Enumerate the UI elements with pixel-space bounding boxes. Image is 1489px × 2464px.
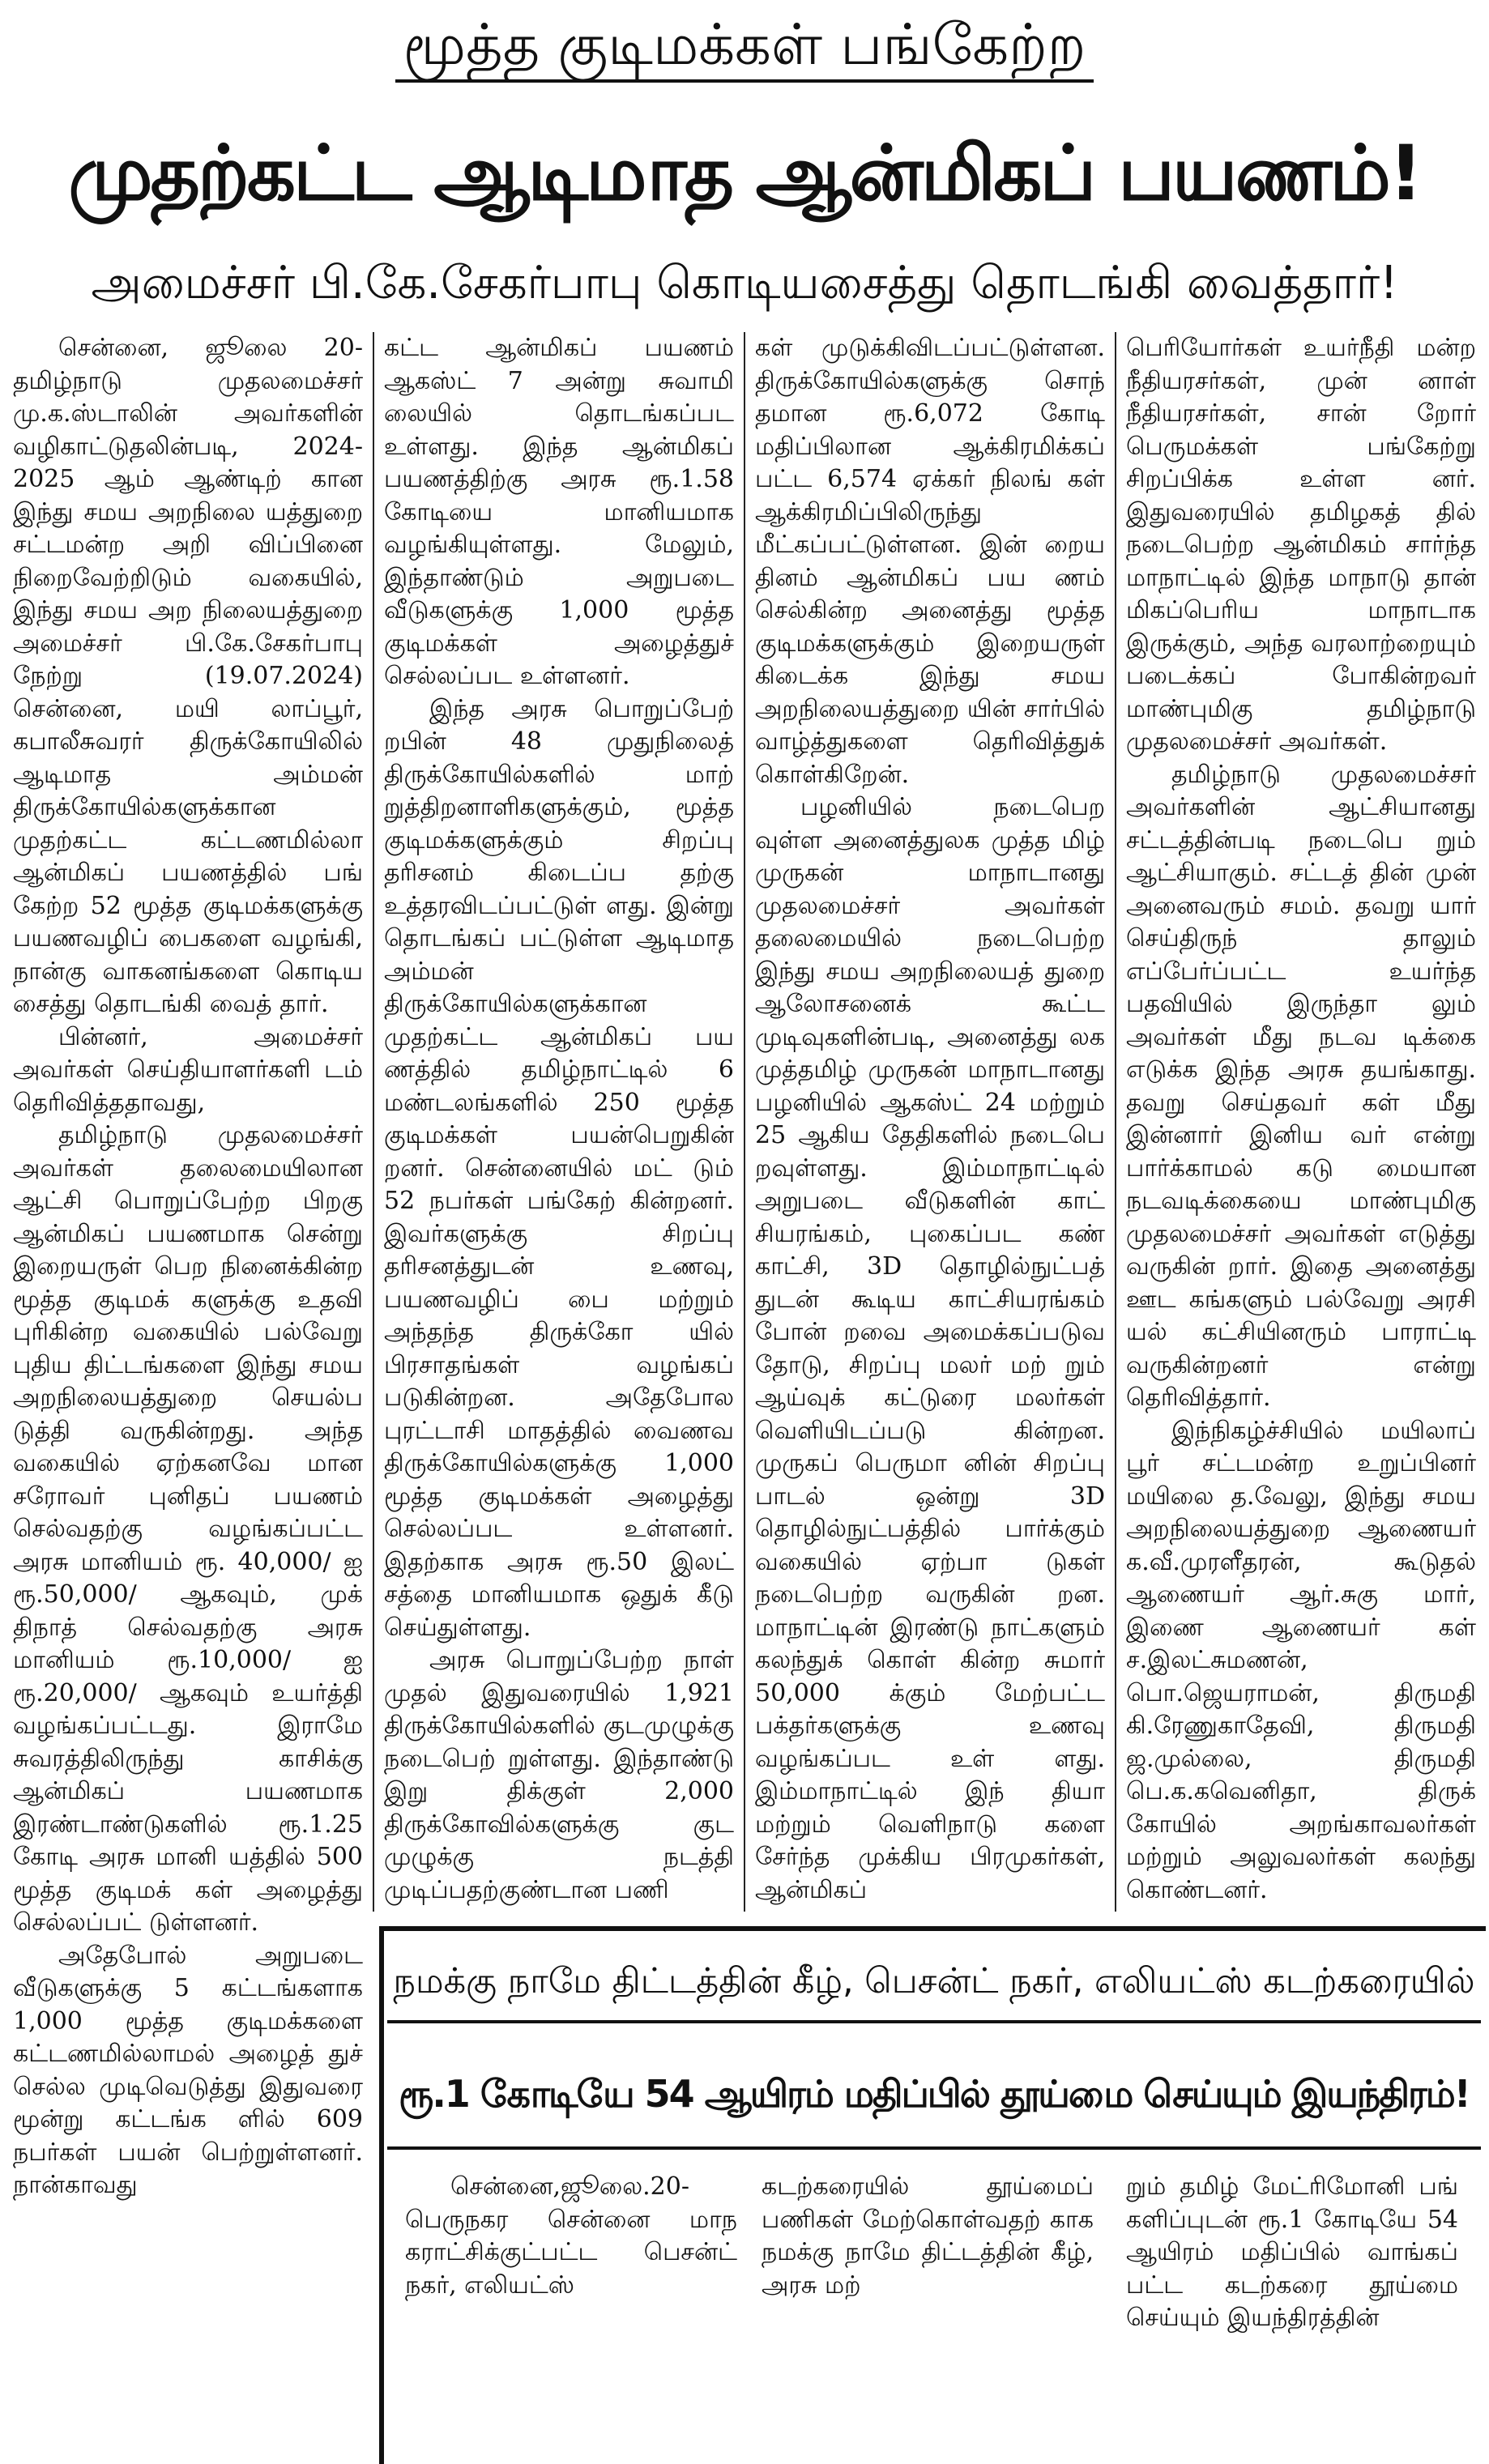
paragraph: சென்னை,ஜூலை.20- பெருநகர சென்னை மாந கராட்சிக்குட்பட்ட பெசன்ட் நகர், எலியட்ஸ் xyxy=(405,2172,737,2300)
story-column-4 xyxy=(1126,332,1476,1912)
paragraph: பழனியில் நடைபெற வுள்ள அனைத்துலக முத்த மிழ் முருகன் மாநாடானது முதலமைச்சர் அவர்கள் தலைமையில் நடைபெற்ற இந்து சமய அறநிலையத் துறை ஆலோசனைக் கூட்ட முடிவுகளின்படி, அனைத்து லக முத்தமிழ் முருகன் மாநாடானது பழனியில் ஆகஸ்ட் 24 மற்றும் 25 ஆகிய தேதிகளில் நடைபெ றவுள்ளது. இம்மாநாட்டில் அறுபடை வீடுகளின் காட் சியரங்கம், புகைப்பட கண் காட்சி, 3D தொழில்நுட்பத் துடன் கூடிய காட்சியரங்கம் போன் றவை அமைக்கப்படுவ தோடு, சிறப்பு மலர் மற் றும் ஆய்வுக் கட்டுரை மலர்கள் வெளியிடப்படு கின்றன. முருகப் பெருமா னின் சிறப்பு பாடல் ஒன்று 3D தொழில்நுட்பத்தில் பார்க்கும் வகையில் ஏற்பா டுகள் நடைபெற்ற வருகின் றன. மாநாட்டின் இரண்டு நாட்களும் கலந்துக் கொள் கின்ற சுமார் 50,000 க்கும் மேற்பட்ட பக்தர்களுக்கு உணவு வழங்கப்பட உள் ளது. இம்மாநாட்டில் இந் தியா மற்றும் வெளிநாடு களை சேர்ந்த முக்கிய பிரமுகர்கள், ஆன்மிகப் xyxy=(755,793,1105,1904)
column-divider xyxy=(1115,332,1116,1912)
second-story-kicker: நமக்கு நாமே திட்டத்தின் கீழ், பெசன்ட் நகர், எலியட்ஸ் கடற்கரையில் xyxy=(387,1942,1481,2023)
second-story-column-2 xyxy=(762,2171,1094,2462)
second-story-headline: ரூ.1 கோடியே 54 ஆயிரம் மதிப்பில் தூய்மை செய்யும் இயந்திரம்! xyxy=(387,2041,1481,2150)
paragraph: இந்நிகழ்ச்சியில் மயிலாப் பூர் சட்டமன்ற உறுப்பினர் மயிலை த.வேலு, இந்து சமய அறநிலையத்துறை ஆணையர் க.வீ.முரளீதரன், கூடுதல் ஆணையர் ஆர்.சுகு மார், இணை ஆணையர் கள் ச.இலட்சுமணன், பொ.ஜெயராமன், திருமதி கி.ரேணுகாதேவி, திருமதி ஜ.முல்லை, திருமதி பெ.க.கவெனிதா, திருக் கோயில் அறங்காவலர்கள் மற்றும் அலுவலர்கள் கலந்து கொண்டனர். xyxy=(1126,1416,1476,1904)
story-column-2 xyxy=(384,332,734,1912)
column-divider xyxy=(744,332,745,1912)
paragraph: கட்ட ஆன்மிகப் பயணம் ஆகஸ்ட் 7 அன்று சுவாமி லையில் தொடங்கப்பட உள்ளது. இந்த ஆன்மிகப் பயணத்திற்கு அரசு ரூ.1.58 கோடியை மானியமாக வழங்கியுள்ளது. மேலும், இந்தாண்டும் அறுபடை வீடுகளுக்கு 1,000 மூத்த குடிமக்கள் அழைத்துச் செல்லப்பட உள்ளனர். xyxy=(384,334,734,690)
paragraph: றும் தமிழ் மேட்ரிமோனி பங் களிப்புடன் ரூ.1 கோடியே 54 ஆயிரம் மதிப்பில் வாங்கப் பட்ட கடற்கரை தூய்மை செய்யும் இயந்திரத்தின் xyxy=(1126,2172,1458,2332)
paragraph: கள் முடுக்கிவிடப்பட்டுள்ளன. திருக்கோயில்களுக்கு சொந் தமான ரூ.6,072 கோடி மதிப்பிலான ஆக்கிரமிக்கப் பட்ட 6,574 ஏக்கர் நிலங் கள் ஆக்கிரமிப்பிலிருந்து மீட்கப்பட்டுள்ளன. இன் றைய தினம் ஆன்மிகப் பய ணம் செல்கின்ற அனைத்து மூத்த குடிமக்களுக்கும் இறையருள் கிடைக்க இந்து சமய அறநிலையத்துறை யின் சார்பில் வாழ்த்துகளை தெரிவித்துக் கொள்கிறேன். xyxy=(755,334,1105,789)
story-column-3 xyxy=(755,332,1105,1912)
story-column-1 xyxy=(13,332,363,2461)
second-story-column-1 xyxy=(405,2171,737,2462)
paragraph: அதேபோல் அறுபடை வீடுகளுக்கு 5 கட்டங்களாக 1,000 மூத்த குடிமக்களை கட்டணமில்லாமல் அழைத் துச் செல்ல முடிவெடுத்து இதுவரை மூன்று கட்டங்க ளில் 609 நபர்கள் பயன் பெற்றுள்ளனர். நான்காவது xyxy=(13,1941,363,2199)
paragraph: பின்னர், அமைச்சர் அவர்கள் செய்தியாளர்களி டம் தெரிவித்ததாவது, xyxy=(13,1022,363,1117)
second-story-column-3 xyxy=(1126,2171,1458,2462)
paragraph: இந்த அரசு பொறுப்பேற் றபின் 48 முதுநிலைத் திருக்கோயில்களில் மாற் றுத்திறனாளிகளுக்கும், மூத்த குடிமக்களுக்கும் சிறப்பு தரிசனம் கிடைப்ப தற்கு உத்தரவிடப்பட்டுள் ளது. இன்று தொடங்கப் பட்டுள்ள ஆடிமாத அம்மன் திருக்கோயில்களுக்கான முதற்கட்ட ஆன்மிகப் பய ணத்தில் தமிழ்நாட்டில் 6 மண்டலங்களில் 250 மூத்த குடிமக்கள் பயன்பெறுகின் றனர். சென்னையில் மட் டும் 52 நபர்கள் பங்கேற் கின்றனர். இவர்களுக்கு சிறப்பு தரிசனத்துடன் உணவு, பயணவழிப் பை மற்றும் அந்தந்த திருக்கோ யில் பிரசாதங்கள் வழங்கப் படுகின்றன. அதேபோல புரட்டாசி மாதத்தில் வைணவ திருக்கோயில்களுக்கு 1,000 மூத்த குடிமக்கள் அழைத்து செல்லப்பட உள்ளனர். இதற்காக அரசு ரூ.50 இலட் சத்தை மானியமாக ஒதுக் கீடு செய்துள்ளது. xyxy=(384,694,734,1642)
story-subheadline: அமைச்சர் பி.கே.சேகர்பாபு கொடியசைத்து தொடங்கி வைத்தார்! xyxy=(91,257,1398,309)
story-kicker xyxy=(0,10,1489,87)
paragraph: தமிழ்நாடு முதலமைச்சர் அவர்களின் ஆட்சியானது சட்டத்தின்படி நடைபெ றும் ஆட்சியாகும். சட்டத் தின் முன் அனைவரும் சமம். தவறு யார் செய்திருந் தாலும் எப்பேர்ப்பட்ட உயர்ந்த பதவியில் இருந்தா லும் அவர்கள் மீது நடவ டிக்கை எடுக்க இந்த அரசு தயங்காது. தவறு செய்தவர் கள் மீது இன்னார் இனிய வர் என்று பார்க்காமல் கடு மையான நடவடிக்கையை மாண்புமிகு முதலமைச்சர் அவர்கள் எடுத்து வருகின் றார். இதை அனைத்து ஊட கங்களும் பல்வேறு அரசி யல் கட்சியினரும் பாராட்டி வருகின்றனர் என்று தெரிவித்தார். xyxy=(1126,760,1476,1412)
paragraph: பெரியோர்கள் உயர்நீதி மன்ற நீதியரசர்கள், முன் னாள் நீதியரசர்கள், சான் றோர் பெருமக்கள் பங்கேற்று சிறப்பிக்க உள்ள னர். இதுவரையில் தமிழகத் தில் நடைபெற்ற ஆன்மிகம் சார்ந்த மாநாட்டில் இந்த மாநாடு தான் மிகப்பெரிய மாநாடாக இருக்கும், அந்த வரலாற்றையும் படைக்கப் போகின்றவர் மாண்புமிகு தமிழ்நாடு முதலமைச்சர் அவர்கள். xyxy=(1126,334,1476,756)
paragraph: தமிழ்நாடு முதலமைச்சர் அவர்கள் தலைமையிலான ஆட்சி பொறுப்பேற்ற பிறகு ஆன்மிகப் பயணமாக சென்று இறையருள் பெற நினைக்கின்ற மூத்த குடிமக் களுக்கு உதவி புரிகின்ற வகையில் பல்வேறு புதிய திட்டங்களை இந்து சமய அறநிலையத்துறை செயல்ப டுத்தி வருகின்றது. அந்த வகையில் ஏற்கனவே மான சரோவர் புனிதப் பயணம் செல்வதற்கு வழங்கப்பட்ட அரசு மானியம் ரூ. 40,000/ ஐ ரூ.50,000/ ஆகவும், முக் திநாத் செல்வதற்கு அரசு மானியம் ரூ.10,000/ ஐ ரூ.20,000/ ஆகவும் உயர்த்தி வழங்கப்பட்டது. இராமே சுவரத்திலிருந்து காசிக்கு ஆன்மிகப் பயணமாக இரண்டாண்டுகளில் ரூ.1.25 கோடி அரசு மானி யத்தில் 500 மூத்த குடிமக் கள் அழைத்து செல்லப்பட் டுள்ளனர். xyxy=(13,1121,363,1937)
story-headline: முதற்கட்ட ஆடிமாத ஆன்மிகப் பயணம்! xyxy=(68,130,1421,218)
story-kicker-text: மூத்த குடிமக்கள் பங்கேற்ற xyxy=(395,10,1094,83)
paragraph: கடற்கரையில் தூய்மைப் பணிகள் மேற்கொள்வதற் காக நமக்கு நாமே திட்டத்தின் கீழ், அரசு மற் xyxy=(762,2172,1094,2300)
column-divider xyxy=(373,332,374,1912)
paragraph: அரசு பொறுப்பேற்ற நாள் முதல் இதுவரையில் 1,921 திருக்கோயில்களில் குடமுழுக்கு நடைபெற் றுள்ளது. இந்தாண்டு இறு திக்குள் 2,000 திருக்கோவில்களுக்கு குட முழுக்கு நடத்தி முடிப்பதற்குண்டான பணி xyxy=(384,1646,734,1904)
paragraph: சென்னை, ஜூலை 20- தமிழ்நாடு முதலமைச்சர் மு.க.ஸ்டாலின் அவர்களின் வழிகாட்டுதலின்படி, 2024-2025 ஆம் ஆண்டிற் கான இந்து சமய அறநிலை யத்துறை சட்டமன்ற அறி விப்பினை நிறைவேற்றிடும் வகையில், இந்து சமய அற நிலையத்துறை அமைச்சர் பி.கே.சேகர்பாபு நேற்று (19.07.2024) சென்னை, மயி லாப்பூர், கபாலீசுவரர் திருக்கோயிலில் ஆடிமாத அம்மன் திருக்கோயில்களுக்கான முதற்கட்ட கட்டணமில்லா ஆன்மிகப் பயணத்தில் பங் கேற்ற 52 மூத்த குடிமக்களுக்கு பயணவழிப் பைகளை வழங்கி, நான்கு வாகனங்களை கொடிய சைத்து தொடங்கி வைத் தார். xyxy=(13,334,363,1018)
